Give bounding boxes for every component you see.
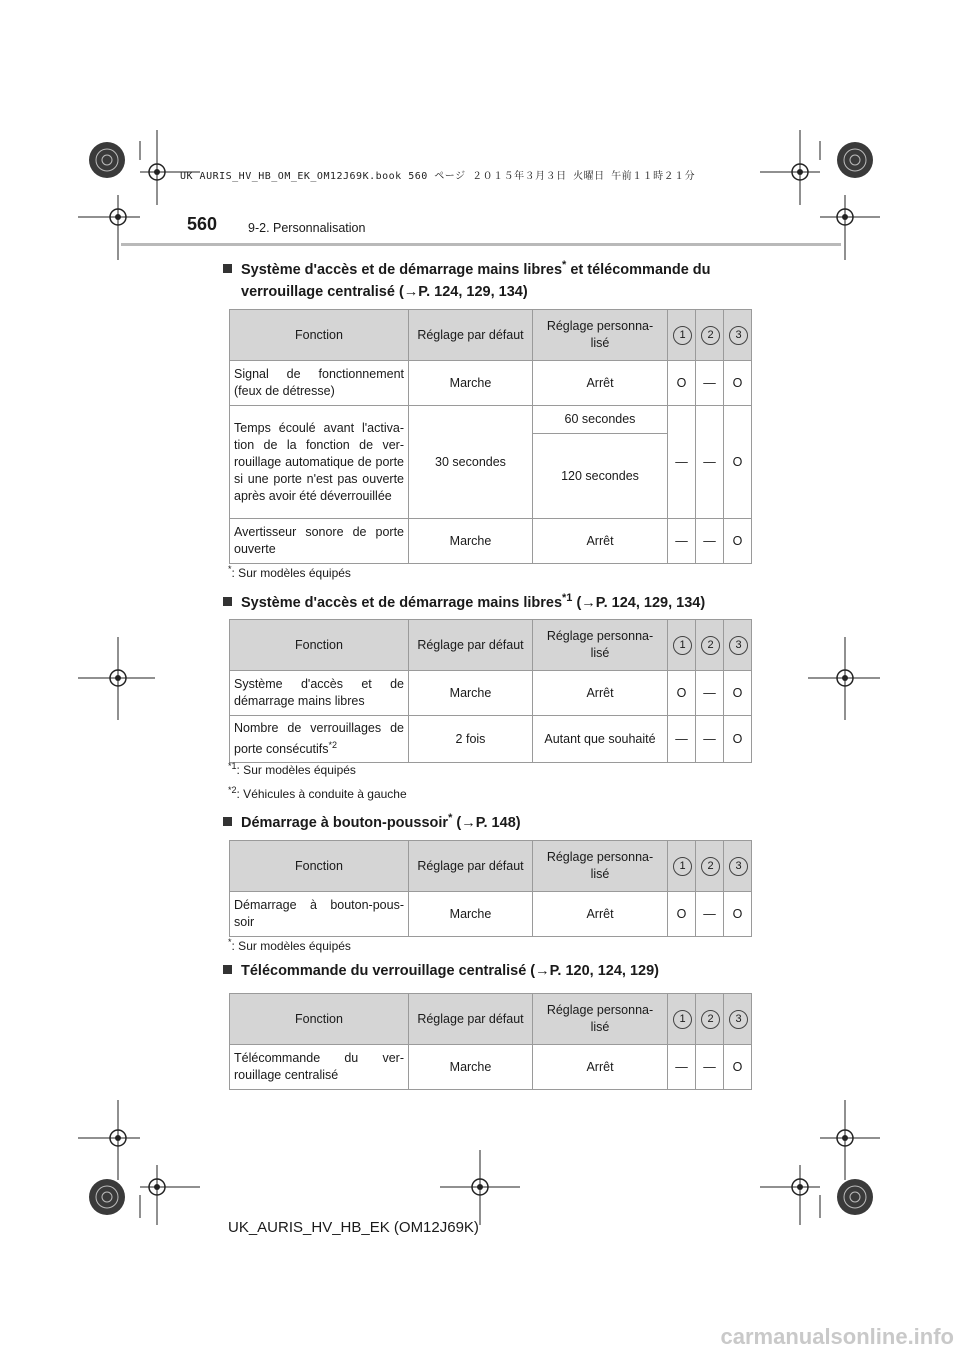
cell-m1: — (668, 716, 696, 763)
cell-function: Avertisseur sonore de porte ouverte (230, 519, 409, 564)
page-number: 560 (187, 214, 218, 234)
heading-text: Démarrage à bouton-poussoir (241, 814, 449, 831)
footnote-mark: *1 (228, 761, 237, 771)
cell-m1: — (668, 406, 696, 519)
cell-custom: Autant que souhaité (533, 716, 668, 763)
circled-number-2: 2 (701, 326, 720, 345)
footnote-mark: * (448, 812, 453, 824)
circled-number-3: 3 (729, 326, 748, 345)
cell-custom: Arrêt (533, 519, 668, 564)
heading-text: (→P. 124, 129, 134) (572, 594, 706, 611)
cell-custom: Arrêt (533, 892, 668, 937)
footnote-text: : Véhicules à conduite à gauche (236, 787, 407, 801)
footnote-mark: * (228, 564, 232, 574)
cell-custom: 120 secondes (533, 434, 668, 519)
col-default: Réglage par défaut (409, 310, 533, 361)
col-custom: Réglage personna-lisé (533, 994, 668, 1045)
cell-m2: — (696, 1045, 724, 1090)
cell-function: Démarrage à bouton-pous-soir (230, 892, 409, 937)
circled-number-1: 1 (673, 1010, 692, 1029)
cell-default: Marche (409, 892, 533, 937)
footnote-mark: * (228, 937, 232, 947)
footnote-mark: *1 (562, 592, 573, 604)
col-default: Réglage par défaut (409, 620, 533, 671)
circled-number-1: 1 (673, 857, 692, 876)
cell-default: Marche (409, 1045, 533, 1090)
cell-function: Temps écoulé avant l'activa-tion de la fonction de ver-rouillage automatique de porte si une porte n'est pas ouverte après avoir été déverrouillée (230, 406, 409, 519)
cell-custom: Arrêt (533, 361, 668, 406)
cell-custom: Arrêt (533, 671, 668, 716)
footer-code: UK_AURIS_HV_HB_EK (OM12J69K) (228, 1219, 479, 1236)
cell-function: Signal de fonctionnement (feux de détresse) (230, 361, 409, 406)
section-title: 9-2. Personnalisation (248, 221, 366, 235)
cell-m2: — (696, 892, 724, 937)
footnote-text: : Sur modèles équipés (231, 566, 351, 580)
cell-m2: — (696, 671, 724, 716)
col-custom: Réglage personna-lisé (533, 620, 668, 671)
heading-text: Télécommande du verrouillage centralisé (→P. 120, 124, 129) (241, 963, 660, 979)
col-function: Fonction (230, 841, 409, 892)
cell-default: Marche (409, 519, 533, 564)
col-function: Fonction (230, 620, 409, 671)
col-default: Réglage par défaut (409, 841, 533, 892)
footnote-mark: *2 (328, 740, 338, 750)
watermark: carmanualsonline.info (720, 1324, 954, 1349)
cell-m1: — (668, 519, 696, 564)
heading-text: (→P. 148) (452, 814, 521, 831)
cell-function-text: Nombre de verrouillages de porte consécutifs (234, 721, 404, 757)
cell-default: 2 fois (409, 716, 533, 763)
cell-m2: — (696, 361, 724, 406)
cell-m3: O (724, 361, 752, 406)
cell-function: Système d'accès et de démarrage mains libres (230, 671, 409, 716)
cell-m3: O (724, 671, 752, 716)
cell-m3: O (724, 519, 752, 564)
cell-default: 30 secondes (409, 406, 533, 519)
heading-text: et télécommande du (566, 261, 711, 278)
cell-m3: O (724, 892, 752, 937)
col-default: Réglage par défaut (409, 994, 533, 1045)
col-custom: Réglage personna-lisé (533, 841, 668, 892)
col-custom: Réglage personna-lisé (533, 310, 668, 361)
circled-number-3: 3 (729, 636, 748, 655)
cell-m3: O (724, 716, 752, 763)
heading-text: verrouillage centralisé (→P. 124, 129, 134) (241, 283, 528, 300)
footnote-text: : Sur modèles équipés (231, 939, 351, 953)
cell-m2: — (696, 406, 724, 519)
cell-default: Marche (409, 671, 533, 716)
circled-number-1: 1 (673, 326, 692, 345)
cell-function: Télécommande du ver-rouillage centralisé (230, 1045, 409, 1090)
cell-m3: O (724, 406, 752, 519)
cell-m1: — (668, 1045, 696, 1090)
cell-m3: O (724, 1045, 752, 1090)
circled-number-2: 2 (701, 1010, 720, 1029)
heading-text: Système d'accès et de démarrage mains libres (241, 594, 563, 611)
cell-m1: O (668, 361, 696, 406)
cell-m1: O (668, 671, 696, 716)
circled-number-3: 3 (729, 857, 748, 876)
circled-number-2: 2 (701, 857, 720, 876)
circled-number-1: 1 (673, 636, 692, 655)
heading-text: Système d'accès et de démarrage mains libres (241, 261, 563, 278)
cell-m1: O (668, 892, 696, 937)
cell-custom: Arrêt (533, 1045, 668, 1090)
print-stamp: UK AURIS_HV_HB_OM_EK_OM12J69K.book 560 ページ ２０１５年３月３日 火曜日 午前１１時２１分 (180, 171, 696, 182)
cell-m2: — (696, 519, 724, 564)
cell-default: Marche (409, 361, 533, 406)
col-function: Fonction (230, 994, 409, 1045)
footnote-mark: * (562, 259, 567, 271)
footnote-mark: *2 (228, 785, 237, 795)
cell-custom: 60 secondes (533, 406, 668, 434)
col-function: Fonction (230, 310, 409, 361)
cell-m2: — (696, 716, 724, 763)
circled-number-2: 2 (701, 636, 720, 655)
circled-number-3: 3 (729, 1010, 748, 1029)
footnote-text: : Sur modèles équipés (236, 763, 356, 777)
